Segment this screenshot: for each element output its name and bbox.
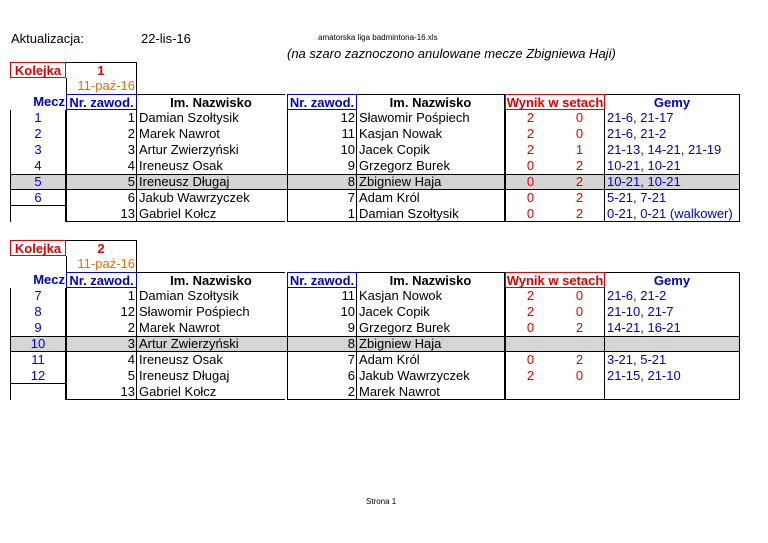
- sets-player2: 2: [555, 158, 605, 174]
- match-number: 10: [10, 336, 66, 352]
- header-match: Mecz: [33, 272, 65, 287]
- round-number: 1: [66, 62, 137, 78]
- player1-number: 1: [66, 110, 137, 126]
- player1-name: Sławomir Pośpiech: [139, 304, 250, 319]
- games-score: [605, 384, 740, 400]
- player1-number: 2: [66, 320, 137, 336]
- header-player-no-1: Nr. zawod.: [66, 272, 137, 288]
- sets-player1: 2: [505, 368, 555, 384]
- match-number: 12: [10, 368, 66, 384]
- games-score: 21-6, 21-2: [605, 288, 740, 304]
- player1-number: 6: [66, 190, 137, 206]
- match-row: [10, 206, 740, 222]
- player2-name: Sławomir Pośpiech: [357, 110, 505, 126]
- player2-name: Marek Nawrot: [357, 384, 505, 400]
- player2-name: Jacek Copik: [357, 142, 505, 158]
- header-name-2: Im. Nazwisko: [357, 272, 505, 288]
- player2-number: 7: [287, 190, 357, 206]
- match-number: 11: [10, 352, 66, 368]
- header-player-no-2: Nr. zawod.: [287, 94, 357, 110]
- player1-name: Ireneusz Długaj: [139, 368, 230, 383]
- sets-player2: 2: [555, 190, 605, 206]
- sets-player1: 0: [505, 158, 555, 174]
- player2-name: Kasjan Nowak: [357, 126, 505, 142]
- sets-player2: [555, 384, 605, 400]
- player1-number: 13: [66, 384, 137, 400]
- file-name: amatorska liga badmintona-16.xls: [318, 33, 438, 42]
- player1-number: 3: [66, 142, 137, 158]
- player2-name: Grzegorz Burek: [357, 158, 505, 174]
- sets-player1: 0: [505, 320, 555, 336]
- sets-player2: 0: [555, 110, 605, 126]
- match-row: [10, 110, 740, 126]
- sets-player2: 2: [555, 320, 605, 336]
- player2-number: 11: [287, 288, 357, 304]
- player2-number: 8: [287, 336, 357, 352]
- games-score: [605, 336, 740, 352]
- player1-name: Artur Zwierzyński: [139, 142, 239, 157]
- player2-name: Zbigniew Haja: [357, 174, 505, 190]
- header-player-no-1: Nr. zawod.: [66, 94, 137, 110]
- player2-name: Adam Król: [357, 190, 505, 206]
- match-row: [10, 368, 740, 384]
- player2-number: 2: [287, 384, 357, 400]
- player2-name: Adam Król: [357, 352, 505, 368]
- match-row: [10, 320, 740, 336]
- header-name-1: Im. Nazwisko: [137, 94, 285, 110]
- player1-number: 2: [66, 126, 137, 142]
- round-date: 11-paź-16: [66, 256, 137, 272]
- player1-name: Artur Zwierzyński: [139, 336, 239, 351]
- sets-player1: [505, 384, 555, 400]
- player2-number: 9: [287, 320, 357, 336]
- player2-number: 10: [287, 142, 357, 158]
- sets-player1: 2: [505, 126, 555, 142]
- round-number: 2: [66, 240, 137, 256]
- match-row: [10, 384, 740, 400]
- player2-number: 8: [287, 174, 357, 190]
- match-row: [10, 142, 740, 158]
- player2-number: 1: [287, 206, 357, 222]
- update-date: 22-lis-16: [141, 31, 191, 46]
- match-number: 4: [10, 158, 66, 174]
- player2-name: Jacek Copik: [357, 304, 505, 320]
- sets-player2: [555, 336, 605, 352]
- player1-name: Ireneusz Osak: [139, 158, 223, 173]
- player2-name: Damian Szołtysik: [357, 206, 505, 222]
- sets-player2: 0: [555, 288, 605, 304]
- header-match: Mecz: [33, 94, 65, 109]
- sets-player1: 2: [505, 304, 555, 320]
- player1-number: 1: [66, 288, 137, 304]
- player1-number: 5: [66, 174, 137, 190]
- match-row: [10, 190, 740, 206]
- match-row: [10, 336, 740, 352]
- header-result: Wynik w setach: [506, 273, 604, 288]
- sets-player2: 0: [555, 368, 605, 384]
- round-date: 11-paź-16: [66, 78, 137, 94]
- player2-name: Zbigniew Haja: [357, 336, 505, 352]
- games-score: 10-21, 10-21: [605, 174, 740, 190]
- sets-player1: 2: [505, 288, 555, 304]
- match-row: [10, 174, 740, 190]
- match-row: [10, 352, 740, 368]
- sets-player1: 2: [505, 110, 555, 126]
- player2-number: 11: [287, 126, 357, 142]
- games-score: 21-10, 21-7: [605, 304, 740, 320]
- player1-number: 5: [66, 368, 137, 384]
- match-number: [10, 206, 66, 222]
- player2-name: Kasjan Nowok: [357, 288, 505, 304]
- match-number: 1: [10, 110, 66, 126]
- player2-name: Jakub Wawrzyczek: [357, 368, 505, 384]
- player1-number: 3: [66, 336, 137, 352]
- cancelled-note: (na szaro zaznoczono anulowane mecze Zbigniewa Haji): [287, 46, 616, 61]
- player2-number: 7: [287, 352, 357, 368]
- sets-player1: [505, 336, 555, 352]
- match-number: [10, 384, 66, 400]
- round-label: Kolejka: [10, 240, 66, 256]
- player1-name: Gabriel Kołcz: [137, 384, 285, 400]
- header-result: Wynik w setach: [506, 95, 604, 110]
- games-score: 21-6, 21-17: [605, 110, 740, 126]
- player1-number: 4: [66, 352, 137, 368]
- games-score: 21-15, 21-10: [605, 368, 740, 384]
- player1-name: Ireneusz Długaj: [139, 174, 230, 189]
- player1-name: Ireneusz Osak: [139, 352, 223, 367]
- header-name-2: Im. Nazwisko: [357, 94, 505, 110]
- match-number: 2: [10, 126, 66, 142]
- page-footer: Strona 1: [366, 497, 397, 506]
- player1-name: Gabriel Kołcz: [137, 206, 285, 222]
- sets-player1: 0: [505, 190, 555, 206]
- games-score: 10-21, 10-21: [605, 158, 740, 174]
- match-number: 7: [10, 288, 66, 304]
- match-number: 3: [10, 142, 66, 158]
- player1-number: 12: [66, 304, 137, 320]
- games-score: 5-21, 7-21: [605, 190, 740, 206]
- player1-name: Marek Nawrot: [139, 320, 220, 335]
- sets-player2: 2: [555, 174, 605, 190]
- player1-name: Jakub Wawrzyczek: [139, 190, 250, 205]
- sets-player1: 0: [505, 206, 555, 222]
- sets-player1: 0: [505, 174, 555, 190]
- player1-number: 4: [66, 158, 137, 174]
- player2-number: 6: [287, 368, 357, 384]
- player1-name: Damian Szołtysik: [139, 110, 239, 125]
- player2-number: 9: [287, 158, 357, 174]
- match-row: [10, 126, 740, 142]
- sets-player1: 2: [505, 142, 555, 158]
- player2-number: 12: [287, 110, 357, 126]
- sets-player2: 2: [555, 206, 605, 222]
- update-label: Aktualizacja:: [11, 31, 84, 46]
- match-row: [10, 158, 740, 174]
- games-score: 0-21, 0-21 (walkower): [605, 206, 740, 222]
- player2-number: 10: [287, 304, 357, 320]
- match-number: 8: [10, 304, 66, 320]
- sets-player2: 0: [555, 304, 605, 320]
- match-number: 5: [10, 174, 66, 190]
- match-row: [10, 288, 740, 304]
- sets-player2: 2: [555, 352, 605, 368]
- header-games: Gemy: [605, 272, 740, 288]
- games-score: 3-21, 5-21: [605, 352, 740, 368]
- header-games: Gemy: [605, 94, 740, 110]
- games-score: 21-6, 21-2: [605, 126, 740, 142]
- match-row: [10, 304, 740, 320]
- header-player-no-2: Nr. zawod.: [287, 272, 357, 288]
- games-score: 14-21, 16-21: [605, 320, 740, 336]
- sets-player2: 0: [555, 126, 605, 142]
- player1-name: Damian Szołtysik: [139, 288, 239, 303]
- match-number: 6: [10, 190, 66, 206]
- player2-name: Grzegorz Burek: [357, 320, 505, 336]
- player1-number: 13: [66, 206, 137, 222]
- round-label: Kolejka: [10, 62, 66, 78]
- games-score: 21-13, 14-21, 21-19: [605, 142, 740, 158]
- header-name-1: Im. Nazwisko: [137, 272, 285, 288]
- match-number: 9: [10, 320, 66, 336]
- sets-player2: 1: [555, 142, 605, 158]
- sets-player1: 0: [505, 352, 555, 368]
- player1-name: Marek Nawrot: [139, 126, 220, 141]
